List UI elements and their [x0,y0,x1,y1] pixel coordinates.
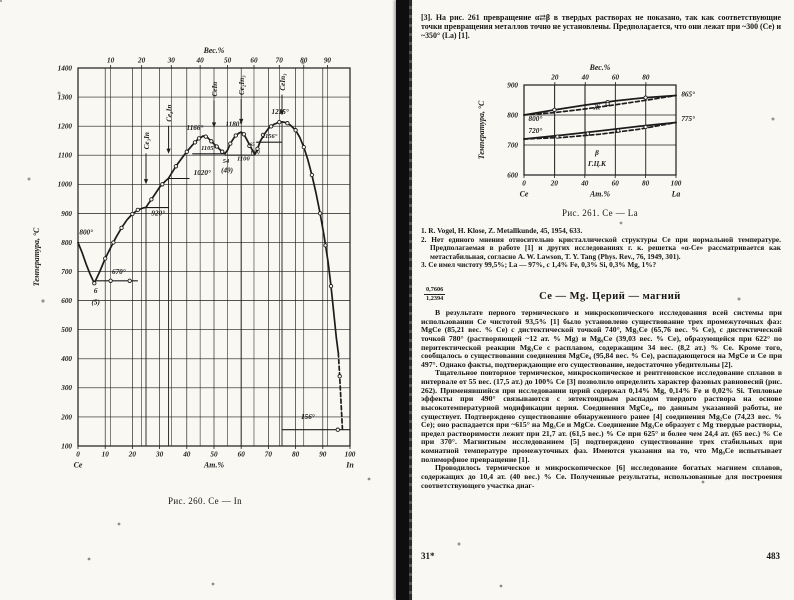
data-point [161,183,164,186]
curve-liquidus [78,122,338,353]
annotation-label: 920° [151,209,166,218]
data-point [556,135,559,138]
top-tick-label: 90 [323,56,332,65]
annotation-label: 1156° [262,132,278,140]
x-tick-label: 50 [210,450,218,459]
x-tick-label: 60 [237,450,245,459]
x-axis-left-element: Ce [73,460,83,470]
compound-label: CeIn₃ [279,73,287,91]
x-axis-top-title: Вес.% [203,46,225,55]
x-tick-label: 20 [550,179,558,188]
y-tick-label: 1100 [58,151,72,160]
y-axis-title: Температура, °С [477,100,486,160]
data-point [606,102,609,105]
data-point [269,125,272,128]
top-tick-label: 50 [224,56,232,65]
y-axis-title: Температура, °С [32,227,41,287]
fraction-denominator: 1,2394 [426,294,444,302]
x-axis-top-title: Вес.% [589,63,611,72]
x-axis-right-element: In [346,460,354,470]
annotation-label: 65 [249,141,255,148]
references-block [421,227,781,270]
y-tick-label: 1000 [57,180,72,189]
annotation-label: 800° [79,228,94,237]
annotation-label: 775° [681,115,695,123]
data-point [294,129,297,132]
data-point [150,198,153,201]
data-point [221,150,224,153]
annotation-label: β [595,149,599,158]
x-tick-label: 40 [183,450,191,459]
printers-mark-fraction [424,286,445,303]
x-tick-label: 10 [101,450,109,459]
y-tick-label: 900 [507,81,518,90]
data-point [109,279,112,282]
x-tick-label: 70 [264,450,272,459]
signature-mark: 31* [421,551,435,561]
page-number: 483 [766,551,780,561]
page-gutter-shadow [396,0,409,600]
data-point [644,96,647,99]
y-tick-label: 1200 [57,122,72,131]
x-axis-right-element: La [671,189,681,199]
y-tick-label: 600 [507,171,518,180]
compound-label: Ce₂In₃ [238,75,247,96]
annotation-label: 670° [111,267,126,276]
annotation-label: 6 [93,287,98,296]
annotation-label: (5) [91,298,100,307]
annotation-label: (49) [221,166,234,175]
compound-label: Ce₂In [165,104,174,122]
data-point [553,108,556,111]
annotation-label: 1105° [201,144,217,152]
data-point [104,257,107,260]
data-point [174,165,177,168]
top-tick-label: 60 [250,56,258,65]
compound-label: Ce₃In [143,132,151,150]
data-point [644,125,647,128]
compound-label: CeIn [211,81,219,97]
y-tick-label: 1300 [57,93,72,102]
data-point [185,150,188,153]
phase-diagram-ce-la [448,55,758,207]
data-point [210,140,213,143]
reference-item: 2. Нет единого мнения относительно кристаллической структуры Ce при нормальной температуре. Предполагаемая в работе [1] и других исследованиях г. к. решетка «α-Ce» рассматривается как метастабильная, согласно A. W. Lawson, T. Y. Tang (Phys. Rev., 76, 1949, 301). [421,234,781,261]
x-tick-label: 0 [76,450,80,459]
top-tick-label: 40 [581,73,589,82]
y-tick-label: 600 [61,297,72,306]
x-axis-bottom-title: Ат.% [589,189,611,199]
annotation-label: (60) [250,149,261,156]
x-tick-label: 40 [581,179,589,188]
annotation-label: 54 [222,157,230,165]
data-point [586,132,589,135]
body-text [421,309,782,549]
x-tick-label: 0 [522,179,526,188]
top-tick-label: 80 [642,73,650,82]
data-point [204,135,207,138]
data-point [318,212,321,215]
x-tick-label: 80 [292,450,300,459]
figure-260-caption: Рис. 260. Ce — In [167,496,243,506]
data-point [286,122,289,125]
data-point [242,133,245,136]
curve-transformation-upper [524,123,676,140]
data-point [128,279,131,282]
down-arrow-icon [212,122,216,127]
down-arrow-icon [166,149,170,154]
data-point [278,120,281,123]
annotation-label: 720° [528,127,543,135]
footnote-3-text: [3]. На рис. 261 превращение α⇄β в твердых растворах не показано, так как соответствующие точки превращения металлов точно не установлены. Предполагается, что они лежат при ~300 (Ce) и ~350° (La) [1]. [421,13,781,41]
annotation-label: 800° [528,115,543,123]
annotation-label: 1180° [225,120,243,129]
down-arrow-icon [144,179,148,184]
x-tick-label: 100 [344,450,356,459]
data-point [112,241,115,244]
data-point [136,208,139,211]
top-tick-label: 80 [300,56,308,65]
x-axis-left-element: Ce [519,189,529,199]
top-tick-label: 10 [107,56,115,65]
top-tick-label: 40 [196,56,204,65]
figure-261-caption: Рис. 261. Ce — La [561,208,639,218]
top-tick-label: 20 [551,73,559,82]
data-point [234,134,237,137]
data-point [120,226,123,229]
data-point [338,375,341,378]
top-tick-label: 60 [611,73,620,82]
y-tick-label: 200 [61,413,72,422]
top-tick-label: 70 [275,56,283,65]
data-point [310,173,313,176]
x-tick-label: 60 [611,179,619,188]
curve-liquidus-in-rich-dashed [338,353,342,429]
phase-diagram-ce-in [20,22,400,498]
top-tick-label: 20 [138,56,146,65]
y-tick-label: 400 [61,355,72,364]
y-tick-label: 100 [61,442,72,451]
data-point [324,244,327,247]
x-axis-bottom-title: Ат.% [203,460,225,470]
data-point [197,137,200,140]
x-tick-label: 90 [319,450,327,459]
annotation-label: 1215° [271,107,289,116]
x-tick-label: 20 [128,450,136,459]
data-point [329,284,332,287]
annotation-label: 1100 [236,155,250,163]
data-point [131,212,134,215]
x-tick-label: 30 [156,450,164,459]
y-tick-label: 800 [507,111,518,120]
annotation-label: 865° [681,90,695,99]
scan-speckles [0,0,2,2]
annotation-label: 1020° [193,169,211,178]
x-tick-label: 100 [670,179,682,188]
reference-item: 3. Ce имел чистоту 99,5%; La — 97%, с 1,4% Fe, 0,3% Si, 0,3% Mg, 1%? [421,260,657,270]
y-tick-label: 500 [61,326,72,335]
y-tick-label: 1400 [57,64,72,73]
y-tick-label: 900 [61,209,72,218]
top-tick-label: 30 [167,56,175,65]
data-point [93,282,96,285]
data-point [193,141,196,144]
data-point [617,129,620,132]
page-gutter-edge [409,0,412,600]
x-tick-label: 80 [642,179,650,188]
reference-item: 1. R. Vogel, H. Klose, Z. Metallkunde, 45, 1954, 633. [421,226,583,235]
paragraph: Тщательное повторное термическое, микроскопическое и рентгеновское исследование сплавов в интервале от 55 вес. (17,5 ат.) до 100% Ce [3] позволило определить характер фазовых равновесий (рис. 262). Применявшийся при исследовании церий содержал 0,14% Mg, 0,14% Fe и 0,02% Si. Тепловые эффекты при 490° связываются с эвтектоидным распадом твердого раствора на основе высокотемпературной модификации церия. Соединения MgCe₄, по данным указанной работы, не существует. Подтверждено существование обнаруженного ранее [4] соединения Mg₂Ce (74,23 вес. % Ce); оно распадается при ~615° на Mg₃Ce и MgCe. Соединение Mg₃Ce образует с Mg твердые растворы, предел растворимости лежит при 21,7 ат. (61,5 вес.) % Ce при 625° и более чем 24,4 ат. (65 вес.) % Ce при 370°. Магнитным исследованием [5] подтверждено существование трех стабильных при комнатной температуре промежуточных фаз. Имеются указания на то, что Mg₉Ce испытывает полиморфное превращение [1]. [421,368,782,464]
annotation-label: Ж [593,103,601,112]
paragraph: В результате первого термического и микроскопического исследования всей системы при использовании Ce чистотой 93,5% [1] было установлено существование трех промежуточных фаз: MgCe (85,21 вес. % Ce) с дистектической точкой 740°, Mg₃Ce (65,76 вес. % Ce), с дистектической точкой 780° (растворяющей ~12 ат. % Mg) и Mg₉Ce (39,03 вес. % Ce), образующейся при 622° по перитектической реакции Mg₃Ce с расплавом, содержащим 34 вес. (8,2 ат.) % Ce. Кроме того, сообщалось о существовании соединения MgCe₄ (95,84 вес. % Ce), распадающегося на MgCe и Ce при 497°. Однако факты, подтверждающие его существование, недостаточно убедительны [2]. [421,309,782,369]
data-point [229,142,232,145]
paragraph: Проводилось термическое и микроскопическое [6] исследование богатых магнием сплавов, содержащих до 10,4 ат. (40 вес.) % Ce. Полученные результаты, использованные для построения соответствующего участка диаг- [421,463,782,490]
data-point [302,145,305,148]
annotation-label: 156° [301,413,315,422]
annotation-label: Г.Ц.К [588,160,606,168]
section-heading-ce-mg: Ce — Mg. Церий — магний [539,291,681,302]
y-tick-label: 700 [61,267,72,276]
annotation-label: 1166° [186,124,204,133]
y-tick-label: 800 [61,238,72,247]
y-tick-label: 700 [507,141,518,150]
y-tick-label: 300 [61,384,72,393]
fraction-numerator: 0,7606 [426,286,444,293]
data-point [336,428,339,431]
